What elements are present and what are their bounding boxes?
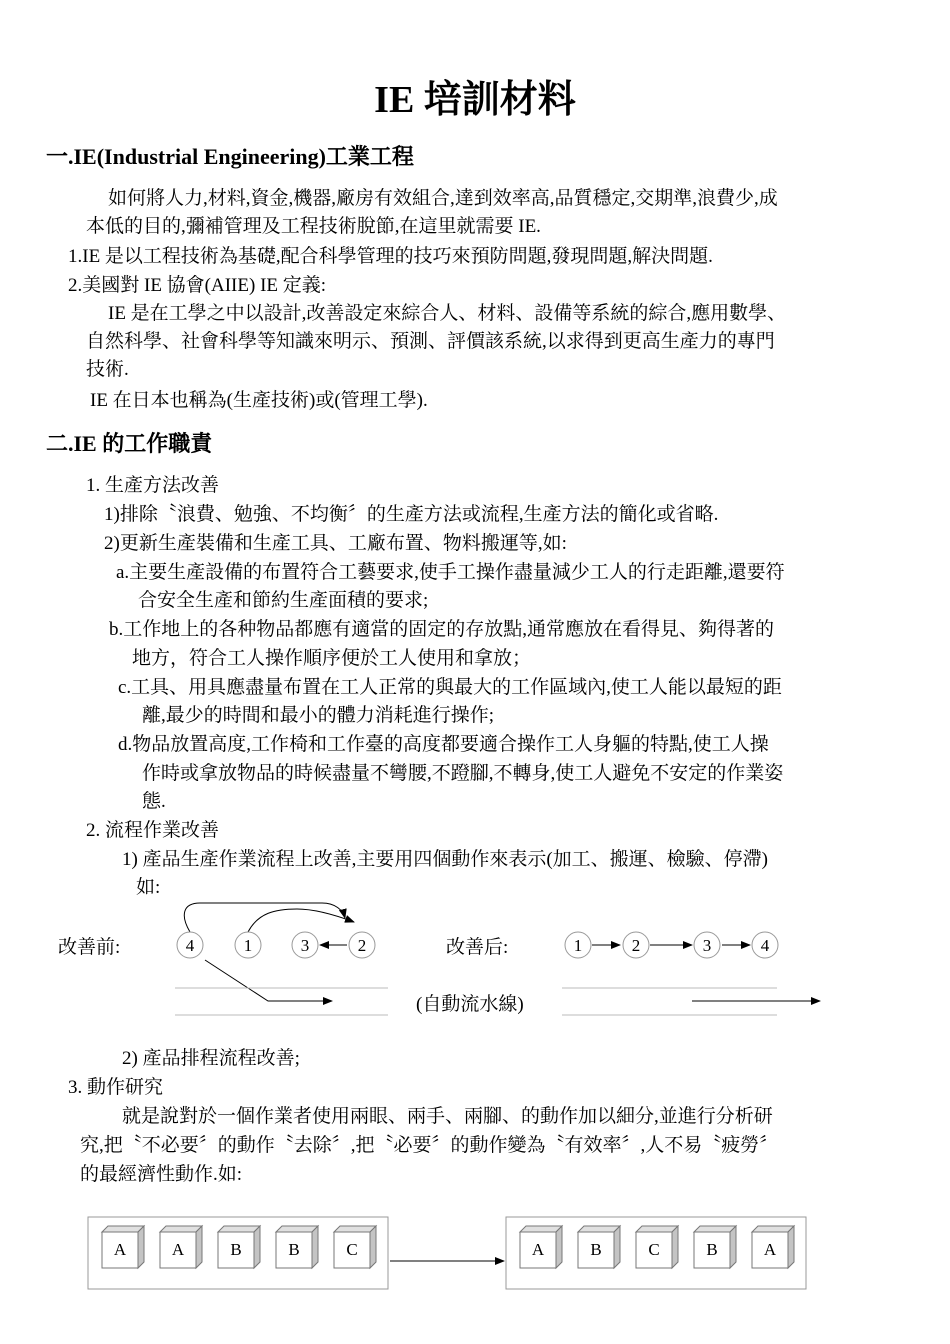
motion-box-before-5 — [334, 1226, 376, 1268]
flow-node-before-3 — [292, 932, 318, 958]
motion-box-before-label: A — [171, 1240, 185, 1259]
svg-text:3: 3 — [300, 936, 310, 955]
flow-arrow-1-to-2 — [248, 909, 354, 932]
motion-box-before-label: C — [346, 1240, 358, 1259]
motion-box-before-4 — [276, 1226, 318, 1268]
svg-text:2: 2 — [357, 936, 367, 955]
section-1-heading: 一.IE(Industrial Engineering)工業工程 — [46, 144, 414, 169]
flow-node-after-2 — [623, 932, 649, 958]
item-1: 1. 生產方法改善 — [86, 475, 220, 496]
item-2-1-line-2: 如: — [136, 877, 161, 898]
motion-box-after-label: C — [648, 1240, 660, 1259]
motion-box-after-5 — [752, 1226, 794, 1268]
flow-node-before-4 — [349, 932, 375, 958]
flow-node-after-3 — [694, 932, 720, 958]
motion-box-before-label: B — [288, 1240, 300, 1259]
flow-before-label: 改善前: — [58, 937, 121, 958]
item-2-2: 2) 產品排程流程改善; — [122, 1048, 300, 1069]
item-3: 3. 動作研究 — [68, 1077, 164, 1098]
motion-box-after-label: A — [531, 1240, 545, 1259]
intro-line-1: 如何將人力,材料,資金,機器,廠房有效組合,達到效率高,品質穩定,交期準,浪費少,成 — [108, 188, 778, 209]
sub-d-line-1: d.物品放置高度,工作椅和工作臺的高度都要適合操作工人身軀的特點,使工人操 — [118, 734, 769, 755]
svg-text:4: 4 — [760, 936, 770, 955]
item-3-line-1: 就是說對於一個作業者使用兩眼、兩手、兩腳、的動作加以細分,並進行分析研 — [122, 1106, 773, 1127]
auto-line-label: (自動流水線) — [416, 994, 524, 1015]
section-2-heading: 二.IE 的工作職責 — [46, 431, 213, 456]
sub-a-line-2: 合安全生產和節約生產面積的要求; — [138, 590, 429, 611]
flow-arrow-4-to-2 — [184, 903, 345, 932]
svg-text:2: 2 — [631, 936, 641, 955]
item-2-1-line-1: 1) 產品生產作業流程上改善,主要用四個動作來表示(加工、搬運、檢驗、停滯) — [122, 849, 768, 870]
flow-before-diagram — [175, 903, 388, 1015]
flow-node-after-1 — [565, 932, 591, 958]
svg-text:1: 1 — [243, 936, 253, 955]
japan-note: IE 在日本也稱為(生產技術)或(管理工學). — [90, 390, 428, 411]
sub-d-line-2: 作時或拿放物品的時候盡量不彎腰,不蹬腳,不轉身,使工人避免不安定的作業姿 — [142, 763, 784, 784]
point-2: 2.美國對 IE 協會(AIIE) IE 定義: — [68, 275, 327, 296]
motion-box-before-1 — [102, 1226, 144, 1268]
point-1: 1.IE 是以工程技術為基礎,配合科學管理的技巧來預防問題,發現問題,解決問題. — [68, 246, 713, 267]
motion-box-after-label: B — [590, 1240, 602, 1259]
item-1-2: 2)更新生產裝備和生產工具、工廠布置、物料搬運等,如: — [104, 533, 567, 554]
motion-box-before-label: B — [230, 1240, 242, 1259]
svg-text:4: 4 — [185, 936, 195, 955]
flow-arrow-4-to-line — [205, 960, 332, 1001]
flow-node-before-1 — [177, 932, 203, 958]
svg-text:1: 1 — [573, 936, 583, 955]
definition-line-2: 自然科學、社會科學等知識來明示、預測、評價該系統,以求得到更高生產力的專門 — [86, 331, 775, 352]
motion-box-after-1 — [520, 1226, 562, 1268]
motion-box-before-label: A — [113, 1240, 127, 1259]
item-3-line-3: 的最經濟性動作.如: — [80, 1164, 243, 1185]
motion-box-after-3 — [636, 1226, 678, 1268]
definition-line-3: 技術. — [86, 359, 129, 380]
motion-box-after-label: B — [706, 1240, 718, 1259]
motion-box-after-2 — [578, 1226, 620, 1268]
definition-line-1: IE 是在工學之中以設計,改善設定來綜合人、材料、設備等系統的綜合,應用數學、 — [108, 303, 787, 324]
item-3-line-2: 究,把〝不必要〞的動作〝去除〞,把〝必要〞的動作變為〝有效率〞,人不易〝疲勞〞 — [80, 1135, 779, 1156]
flow-node-after-4 — [752, 932, 778, 958]
item-1-1: 1)排除〝浪費、勉強、不均衡〞的生產方法或流程,生產方法的簡化或省略. — [104, 504, 719, 525]
intro-line-2: 本低的目的,彌補管理及工程技術脫節,在這里就需要 IE. — [86, 216, 541, 237]
sub-d-line-3: 態. — [142, 791, 166, 812]
motion-box-after-label: A — [763, 1240, 777, 1259]
motion-before-group — [88, 1217, 388, 1289]
page-title: IE 培訓材料 — [374, 79, 576, 121]
svg-text:3: 3 — [702, 936, 712, 955]
motion-box-after-4 — [694, 1226, 736, 1268]
motion-box-before-3 — [218, 1226, 260, 1268]
motion-box-before-2 — [160, 1226, 202, 1268]
sub-a-line-1: a.主要生產設備的布置符合工藝要求,使手工操作盡量減少工人的行走距離,還要符 — [116, 562, 785, 583]
flow-node-before-2 — [235, 932, 261, 958]
item-2: 2. 流程作業改善 — [86, 820, 220, 841]
sub-c-line-1: c.工具、用具應盡量布置在工人正常的與最大的工作區域內,使工人能以最短的距 — [118, 677, 782, 698]
sub-c-line-2: 離,最少的時間和最小的體力消耗進行操作; — [142, 705, 495, 726]
motion-after-group — [506, 1217, 806, 1289]
sub-b-line-2: 地方，符合工人操作順序便於工人使用和拿放； — [132, 648, 532, 669]
flow-after-label: 改善后: — [446, 937, 509, 958]
sub-b-line-1: b.工作地上的各种物品都應有適當的固定的存放點,通常應放在看得見、夠得著的 — [109, 619, 775, 640]
flow-after-diagram — [562, 945, 820, 1015]
